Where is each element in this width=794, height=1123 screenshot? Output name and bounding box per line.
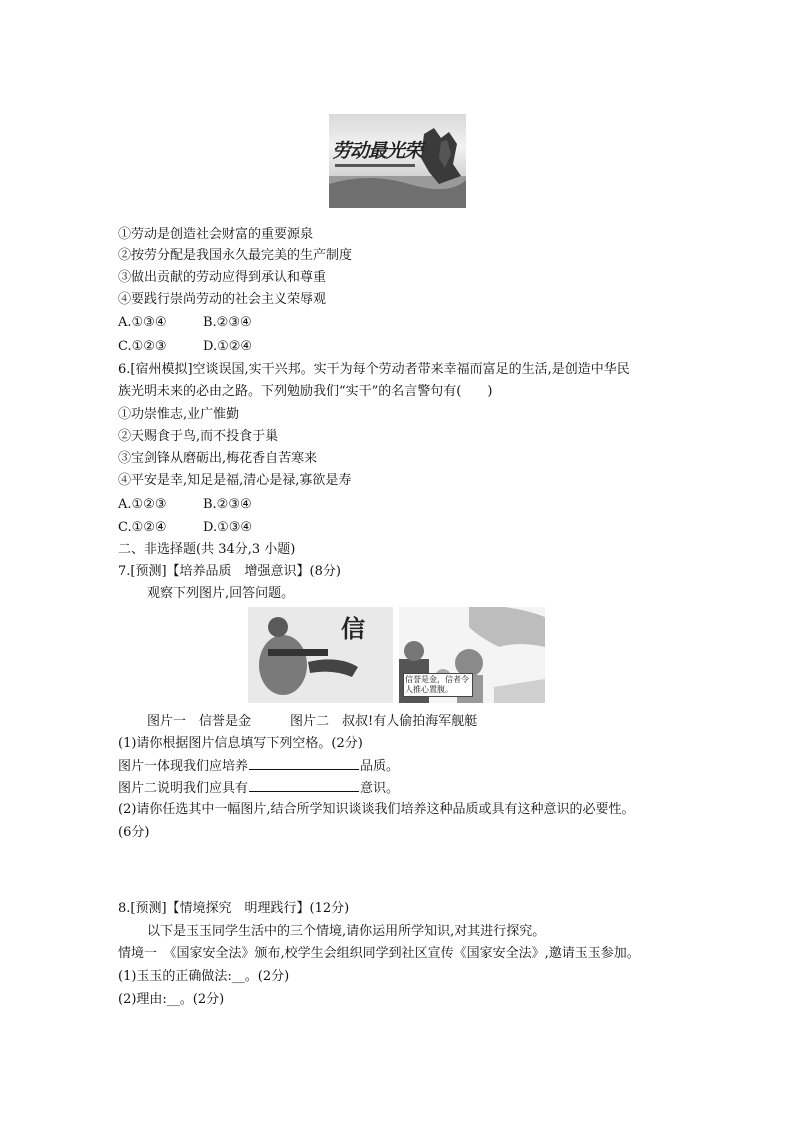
q7-caption: 图片一 信誉是金 图片二 叔叔!有人偷拍海军舰艇 [147,714,478,729]
q7-fill-1-post: 品质。 [360,759,400,774]
q7-fill-1 [118,756,399,777]
q7-sub2-line2: (6分) [118,825,150,840]
q5-item-3: ③做出贡献的劳动应得到承认和尊重 [118,270,327,285]
q5-item-4: ④要践行崇尚劳动的社会主义荣辱观 [118,292,327,307]
picture-one-image [248,607,393,703]
q8-sub1: (1)玉玉的正确做法:__。(2分) [118,969,290,984]
q8-scenario-1: 情境一 《国家安全法》颁布,校学生会组织同学到社区宣传《国家安全法》,邀请玉玉参加。 [118,946,640,961]
q6-option-c: C.①②④ [118,520,167,535]
picture-one-char: 信 [341,614,365,643]
q7-sub2-line1: (2)请你任选其中一幅图片,结合所学知识谈谈我们培养这种品质或具有这种意识的必要性。 [118,802,635,817]
picture-two-sign: 信誉是金，信者令人推心置腹。 [403,673,473,697]
q6-item-2: ②天赐食于鸟,而不投食于巢 [118,429,279,444]
q5-option-d: D.①②④ [203,339,253,354]
banner-subtitle-strip [335,164,415,167]
section-2-title: 二、非选择题(共 34分,3 小题) [118,542,296,557]
q8-title: 8.[预测]【情境探究 明理践行】(12分) [118,901,350,916]
q5-option-c: C.①②③ [118,339,167,354]
q5-option-a: A.①③④ [118,315,167,330]
q7-fill-2 [118,778,399,799]
picture-one-art [248,607,393,703]
q6-stem-line2: 族光明未来的必由之路。下列勉励我们“实干”的名言警句有( ) [118,384,493,399]
q7-fill-1-pre: 图片一体现我们应培养 [118,759,249,774]
picture-two-image [399,607,545,703]
q6-item-3: ③宝剑锋从磨砺出,梅花香自苦寒来 [118,451,318,466]
q8-intro: 以下是玉玉同学生活中的三个情境,请你运用所学知识,对其进行探究。 [147,924,546,939]
q5-item-1: ①劳动是创造社会财富的重要源泉 [118,227,314,242]
q7-fill-2-pre: 图片二说明我们应具有 [118,781,249,796]
q7-sub1: (1)请你根据图片信息填写下列空格。(2分) [118,736,363,751]
q6-item-4: ④平安是幸,知足是福,清心是禄,寡欲是寿 [118,473,352,488]
banner-title: 劳动最光荣 [332,140,423,162]
q7-fill-1-blank[interactable] [249,756,359,770]
q6-option-a: A.①②③ [118,497,167,512]
q6-item-1: ①功崇惟志,业广惟勤 [118,407,240,422]
q7-instruction: 观察下列图片,回答问题。 [147,586,295,601]
q5-item-2: ②按劳分配是我国永久最完美的生产制度 [118,248,353,263]
q7-title: 7.[预测]【培养品质 增强意识】(8分) [118,564,341,579]
q5-option-b: B.②③④ [203,315,252,330]
labor-banner-image [329,114,466,208]
q6-option-d: D.①③④ [203,520,253,535]
q7-fill-2-post: 意识。 [360,781,400,796]
q8-sub2: (2)理由:__。(2分) [118,992,225,1007]
q7-fill-2-blank[interactable] [249,778,359,792]
q6-option-b: B.②③④ [203,497,252,512]
q6-stem-line1: 6.[宿州模拟]空谈误国,实干兴邦。实干为每个劳动者带来幸福而富足的生活,是创造中华民 [118,362,630,377]
